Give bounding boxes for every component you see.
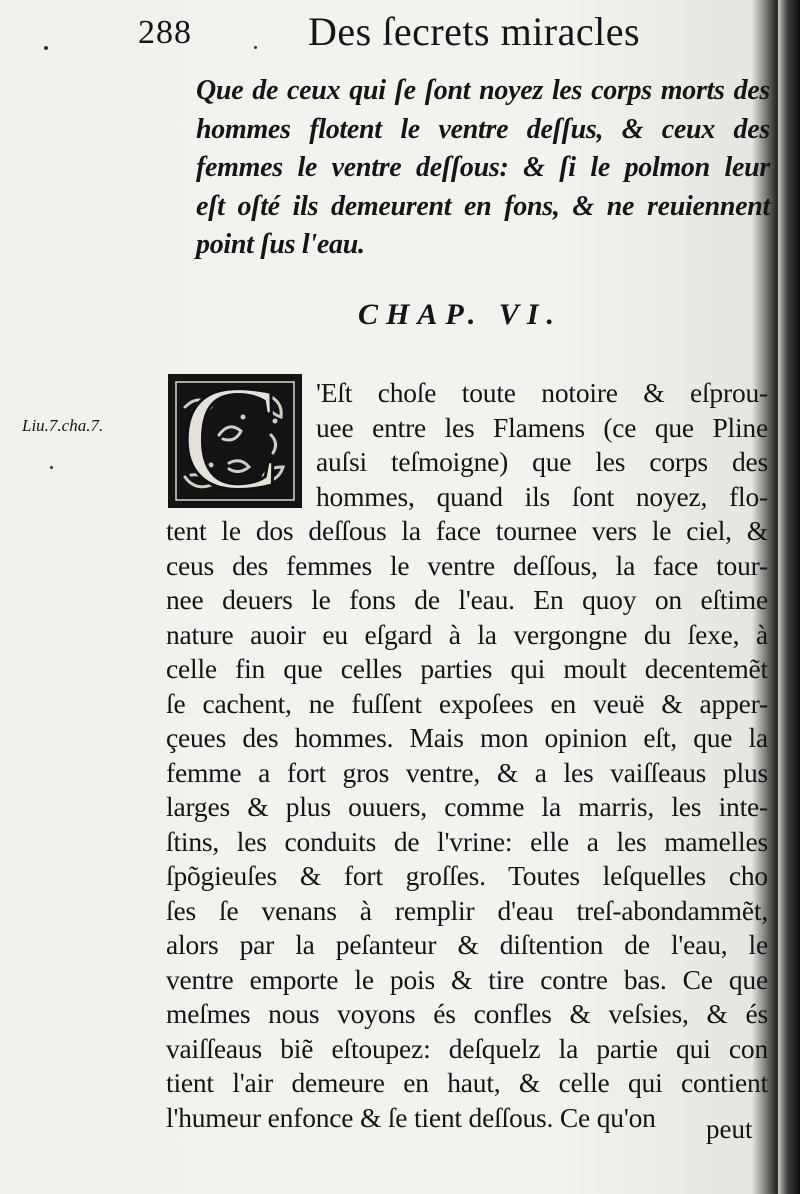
text-line: ſtins, les conduits de l'vrine: elle a les mamelles <box>166 825 768 857</box>
text-line: ſe cachent, ne fuſſent expoſees en veuë & apper- <box>166 687 768 719</box>
text-line: 'Eſt choſe toute notoire & eſprou- <box>316 377 768 408</box>
text-line: meſmes nous voyons és confles & veſsies, & és <box>166 998 768 1029</box>
text-line: larges & plus ouuers, comme la marris, les inte- <box>166 791 768 822</box>
ink-speck <box>50 466 53 469</box>
text-line: femme a fort gros ventre, & a les vaiſſeaus plus <box>166 756 768 788</box>
page-number: 288 <box>138 14 192 51</box>
ink-speck <box>254 46 257 49</box>
page-gutter-shadow <box>778 0 800 1194</box>
text-line: nature auoir eu eſgard à la vergongne du ſexe, à <box>166 618 768 650</box>
text-line: ſes ſe venans à remplir d'eau treſ-abondammẽt, <box>166 894 768 926</box>
page-header <box>130 4 760 56</box>
text-line: ſpõgieuſes & fort groſſes. Toutes leſquelles cho <box>166 860 768 891</box>
summary-line: Que de ceux qui ſe ſont noyez les corps morts des <box>196 75 770 106</box>
text-line: hommes, quand ils ſont noyez, flo- <box>316 480 768 512</box>
text-line: auſsi teſmoigne) que les corps des <box>316 446 768 477</box>
text-line: tent le dos deſſous la face tournee vers le ciel, & <box>166 515 768 546</box>
catchword: peut <box>706 1114 753 1144</box>
text-line: tient l'air demeure en haut, & celle qui contient <box>166 1067 768 1098</box>
text-line: ventre emporte le pois & tire contre bas. Ce que <box>166 963 768 995</box>
text-line: çeues des hommes. Mais mon opinion eſt, que la <box>166 722 768 753</box>
text-line: celle fin que celles parties qui moult decentemẽt <box>166 653 768 684</box>
running-title: Des ſecrets miracles <box>308 9 641 54</box>
text-line: l'humeur enfonce & ſe tient deſſous. Ce qu'on <box>166 1101 656 1133</box>
margin-note: Liu.7.cha.7. <box>22 416 104 435</box>
text-line: ceus des femmes le ventre deſſous, la face tour- <box>166 549 768 581</box>
summary-line: eſt oſté ils demeurent en fons, & ne reuiennent <box>196 190 770 222</box>
summary-line: hommes flotent le ventre deſſus, & ceux des <box>196 113 770 145</box>
dropcap-letter: C <box>181 355 282 521</box>
summary-line: point ſus l'eau. <box>196 229 365 260</box>
text-line: nee deuers le fons de l'eau. En quoy on eſtime <box>166 584 768 615</box>
chapter-heading: CHAP. VI. <box>358 298 562 331</box>
text-line: uee entre les Flamens (ce que Pline <box>316 411 768 443</box>
text-line: vaiſſeaus biẽ eſtoupez: deſquelz la partie qui con <box>166 1032 768 1064</box>
summary-line: femmes le ventre deſſous: & ſi le polmon leur <box>196 152 770 183</box>
ink-speck <box>44 46 48 50</box>
body-text <box>166 376 768 1135</box>
chapter-summary <box>196 72 770 265</box>
text-line: alors par la peſanteur & diſtention de l'eau, le <box>166 929 768 960</box>
